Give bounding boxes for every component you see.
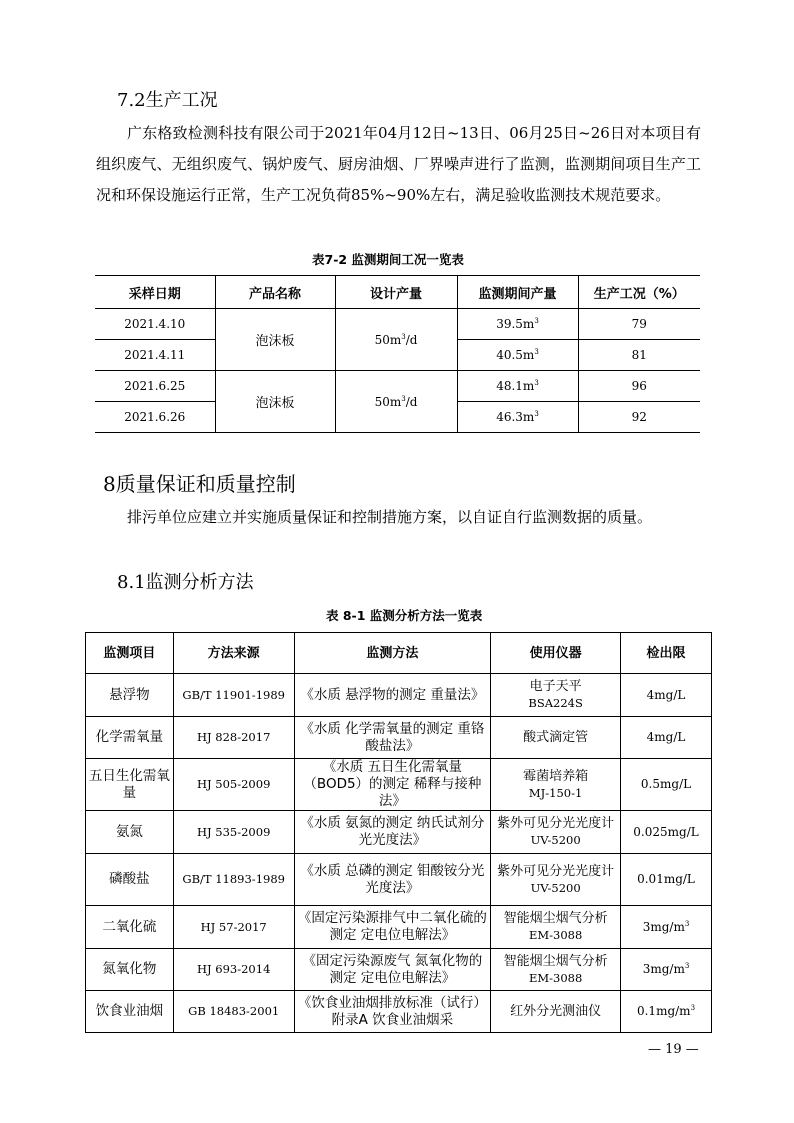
load-cell: 81 <box>578 340 700 371</box>
source-cell: HJ 505-2009 <box>173 759 294 811</box>
instrument-name: 智能烟尘烟气分析 <box>503 911 608 926</box>
header-cell: 监测项目 <box>86 633 174 674</box>
section-7-2-paragraph: 广东格致检测科技有限公司于2021年04月12日~13日、06月25日~26日对本项目有组织废气、无组织废气、锅炉废气、厨房油烟、厂界噪声进行了监测，监测期间项目生产工况和环保设施运行正常，生产工况负荷85%~90%左右，满足验收监测技术规范要求。 <box>96 124 701 204</box>
limit-cell: 4mg/L <box>621 717 712 759</box>
table-row <box>86 811 712 854</box>
analysis-methods-table <box>85 632 712 1033</box>
load-cell: 92 <box>578 402 700 433</box>
section-8-heading: 8质量保证和质量控制 <box>103 472 296 496</box>
header-cell: 方法来源 <box>173 633 294 674</box>
instrument-name: 紫外可见分光光度计 <box>497 863 615 879</box>
table-row <box>86 854 712 906</box>
table-row <box>86 674 712 717</box>
table-header-row <box>86 633 712 674</box>
table-row <box>86 991 712 1033</box>
header-cell: 设计产量 <box>335 276 457 309</box>
instrument-model: UV-5200 <box>530 880 581 895</box>
section-8-1-heading: 8.1监测分析方法 <box>117 572 254 593</box>
header-cell: 检出限 <box>621 633 712 674</box>
instrument-model: EM-3088 <box>528 970 583 985</box>
instrument-cell <box>491 811 621 854</box>
page-number: — 19 — <box>648 1042 699 1057</box>
method-cell: 《饮食业油烟排放标准（试行） 附录A 饮食业油烟采 <box>294 991 491 1033</box>
source-cell: GB/T 11901-1989 <box>173 674 294 717</box>
instrument-name: 电子天平 <box>529 679 582 694</box>
date-cell: 2021.6.26 <box>95 402 215 433</box>
header-cell: 采样日期 <box>95 276 215 309</box>
table-row <box>95 309 700 340</box>
output-cell: $48.1m^3$ <box>457 371 578 402</box>
table-8-1-caption: 表 8-1 监测分析方法一览表 <box>326 608 483 623</box>
header-cell: 产品名称 <box>215 276 335 309</box>
output-cell: $39.5m^3$ <box>457 309 578 340</box>
source-cell: HJ 828-2017 <box>173 717 294 759</box>
instrument-name: 智能烟尘烟气分析 <box>503 953 608 969</box>
table-row <box>86 949 712 991</box>
limit-cell: 0.5mg/L <box>621 759 712 811</box>
item-cell: 悬浮物 <box>86 674 174 717</box>
instrument-cell <box>491 906 621 949</box>
limit-cell: 0.025mg/L <box>621 811 712 854</box>
date-cell: 2021.4.11 <box>95 340 215 371</box>
limit-cell: 4mg/L <box>621 674 712 717</box>
source-cell: HJ 693-2014 <box>173 949 294 991</box>
instrument-cell <box>491 674 621 717</box>
header-cell: 监测方法 <box>294 633 491 674</box>
method-cell: 《水质 总磷的测定 钼酸铵分光光度法》 <box>294 854 491 906</box>
instrument-cell <box>491 759 621 811</box>
instrument-cell <box>491 991 621 1033</box>
product-cell: 泡沫板 <box>215 371 335 433</box>
method-cell: 《固定污染源废气 氮氧化物的测定 定电位电解法》 <box>294 949 491 991</box>
table-header-row <box>95 276 700 309</box>
source-cell: GB/T 11893-1989 <box>173 854 294 906</box>
instrument-name: 红外分光测油仪 <box>510 1004 602 1019</box>
date-cell: 2021.6.25 <box>95 371 215 402</box>
limit-cell: $3mg/m^3$ <box>621 906 712 949</box>
header-cell: 监测期间产量 <box>457 276 578 309</box>
instrument-model: BSA224S <box>528 696 583 710</box>
limit-cell: 0.01mg/L <box>621 854 712 906</box>
item-cell: 五日生化需氧量 <box>86 759 174 811</box>
instrument-cell <box>491 854 621 906</box>
table-row <box>86 717 712 759</box>
instrument-model: UV-5200 <box>530 833 581 847</box>
section-7-2-heading: 7.2生产工况 <box>117 90 218 111</box>
table-row <box>86 759 712 811</box>
product-cell: 泡沫板 <box>215 309 335 371</box>
item-cell: 氨氮 <box>86 811 174 854</box>
item-cell: 磷酸盐 <box>86 854 174 906</box>
header-cell: 使用仪器 <box>491 633 621 674</box>
instrument-name: 霉菌培养箱 <box>523 768 589 784</box>
table-7-2-caption: 表7-2 监测期间工况一览表 <box>312 252 464 267</box>
source-cell: HJ 535-2009 <box>173 811 294 854</box>
instrument-name: 酸式滴定管 <box>523 730 589 745</box>
item-cell: 化学需氧量 <box>86 717 174 759</box>
design-output-cell: $50m^3/d$ <box>335 309 457 371</box>
instrument-cell <box>491 949 621 991</box>
date-cell: 2021.4.10 <box>95 309 215 340</box>
operating-conditions-table <box>95 275 700 433</box>
table-row <box>86 906 712 949</box>
load-cell: 96 <box>578 371 700 402</box>
design-output-cell: $50m^3/d$ <box>335 371 457 433</box>
method-cell: 《水质 氨氮的测定 纳氏试剂分光光度法》 <box>294 811 491 854</box>
limit-cell: $3mg/m^3$ <box>621 949 712 991</box>
limit-cell: $0.1mg/m^3$ <box>621 991 712 1033</box>
instrument-cell <box>491 717 621 759</box>
method-cell: 《水质 化学需氧量的测定 重铬酸盐法》 <box>294 717 491 759</box>
instrument-model: EM-3088 <box>528 928 583 942</box>
source-cell: GB 18483-2001 <box>173 991 294 1033</box>
load-cell: 79 <box>578 309 700 340</box>
method-cell: 《水质 悬浮物的测定 重量法》 <box>294 674 491 717</box>
item-cell: 二氧化硫 <box>86 906 174 949</box>
method-cell: 《固定污染源排气中二氧化硫的测定 定电位电解法》 <box>294 906 491 949</box>
output-cell: $40.5m^3$ <box>457 340 578 371</box>
header-cell: 生产工况（%） <box>578 276 700 309</box>
item-cell: 饮食业油烟 <box>86 991 174 1033</box>
instrument-name: 紫外可见分光光度计 <box>497 816 615 831</box>
instrument-model: MJ-150-1 <box>528 785 583 800</box>
item-cell: 氮氧化物 <box>86 949 174 991</box>
source-cell: HJ 57-2017 <box>173 906 294 949</box>
table-row <box>95 371 700 402</box>
method-cell: 《水质 五日生化需氧量（BOD5）的测定 稀释与接种法》 <box>294 759 491 811</box>
output-cell: $46.3m^3$ <box>457 402 578 433</box>
section-8-paragraph: 排污单位应建立并实施质量保证和控制措施方案，以自证自行监测数据的质量。 <box>127 508 653 526</box>
